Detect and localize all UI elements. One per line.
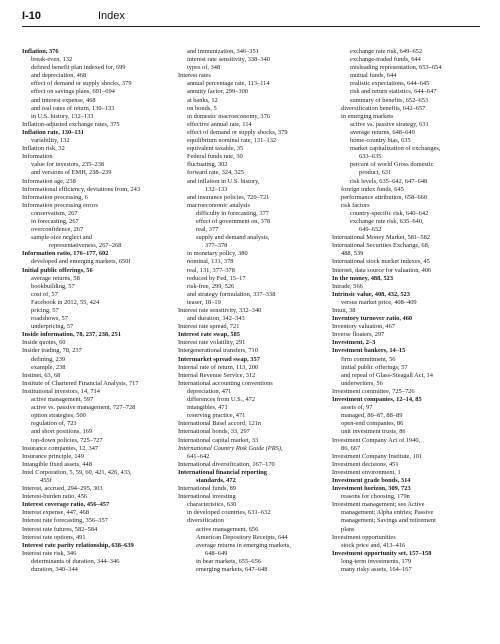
index-entry: Investment grade bonds, 314	[332, 476, 411, 484]
index-subentry: and insurance policies, 720–721	[187, 193, 270, 201]
index-entry: International investing	[178, 493, 236, 501]
index-subentry: foreign index funds, 645	[341, 185, 404, 193]
index-entry: Interest rate options, 491	[22, 533, 86, 541]
index-subentry: management; Alpha entries; Passive	[341, 509, 434, 517]
index-subentry: bookbuilding, 57	[31, 282, 75, 290]
index-entry: Inverse floaters, 297	[332, 331, 385, 339]
index-entry: Investment bankers, 14–15	[332, 347, 406, 355]
index-subentry: variability, 132	[31, 137, 70, 145]
index-subentry: roadshows, 57	[31, 315, 68, 323]
index-entry: Interest rate sensitivity, 332–340	[178, 307, 262, 314]
index-subentry: and duration, 342–343	[187, 315, 245, 323]
index-subentry: top-down policies, 725–727	[31, 436, 103, 444]
index-subentry: equivalent taxable, 35	[187, 145, 244, 153]
index-subentry: active management, 597	[31, 396, 94, 404]
section-title: Index	[98, 10, 125, 22]
index-subentry: differences from U.S., 472	[187, 396, 256, 404]
index-entry: International diversification, 167–170	[178, 460, 275, 468]
index-entry: Inflation rate, 130–131	[22, 128, 84, 136]
index-entry: Information processing, 6	[22, 193, 88, 201]
index-entry: Investment horizon, 309, 723	[332, 485, 411, 493]
index-entry: Investment opportunities	[332, 533, 396, 541]
index-subentry: risk-free, 299, 526	[187, 282, 235, 290]
index-entry: International Securities Exchange, 68,	[332, 242, 430, 250]
index-column-1	[22, 48, 172, 574]
index-subentry: underpricing, 57	[31, 323, 74, 331]
index-column-2	[178, 48, 338, 574]
index-subentry: performance attribution, 658–660	[341, 193, 428, 201]
index-entry: Inside quotes, 60	[22, 339, 66, 347]
index-subentry: standards, 472	[196, 476, 236, 484]
index-subentry: equilibrium nominal rate, 131–132	[187, 137, 277, 145]
index-subentry: active vs. passive strategy, 631	[350, 120, 429, 128]
index-subentry: in U.S. history, 132–133	[31, 112, 94, 120]
index-subentry: unit investment trusts, 86	[341, 428, 406, 436]
index-subentry: product, 631	[359, 169, 392, 177]
index-subentry: and repeal of Glass-Steagall Act, 14	[341, 371, 433, 379]
index-entry: International bonds, 33, 297	[178, 428, 250, 436]
index-entry: Insurance principle, 149	[22, 452, 84, 460]
index-subentry: average returns, 58	[31, 274, 80, 282]
index-entry: International funds, 89	[178, 485, 237, 493]
index-subentry: 377–378	[205, 242, 228, 250]
index-subentry: 649–652	[359, 226, 382, 234]
index-subentry: real, 131, 377–378	[187, 266, 235, 274]
index-subentry: risk levels, 635–642, 647–648	[350, 177, 428, 185]
index-subentry: managed, 86–87, 88–89	[341, 412, 403, 420]
index-entry: Intergenerational transfers, 710	[178, 347, 258, 355]
index-subentry: on bonds, 5	[187, 104, 217, 112]
index-subentry: risk factors	[341, 201, 370, 209]
index-subentry: average returns, 648–649	[350, 128, 415, 136]
index-subentry: initial public offerings, 57	[341, 363, 408, 371]
index-entry: Interest rate volatility, 291	[178, 339, 246, 347]
index-entry: Interest rate futures, 582–584	[22, 525, 98, 533]
index-entry: Intuit, 38	[332, 307, 356, 314]
index-entry: Inventory valuation, 467	[332, 323, 396, 331]
index-subentry: emerging markets, 647–648	[196, 566, 268, 573]
index-subentry: and depreciation, 468	[31, 72, 87, 80]
index-subentry: plans	[341, 525, 355, 533]
index-subentry: 633–635	[359, 153, 382, 161]
index-subentry: intangibles, 471	[187, 404, 228, 412]
index-subentry: Federal funds rate, 30	[187, 153, 243, 161]
index-entry: Intrinsic value, 408, 432, 523	[332, 290, 410, 298]
index-entry: In the money, 488, 523	[332, 274, 394, 282]
index-subentry: exchange rate risk, 649–652	[350, 48, 423, 55]
index-subentry: reserving practice, 471	[187, 412, 246, 420]
index-entry: International accounting conventions	[178, 379, 273, 387]
index-subentry: characteristics, 630	[187, 501, 237, 509]
index-entry: Interest rates	[178, 72, 211, 80]
index-subentry: real, 377	[196, 226, 219, 234]
index-subentry: value for investors, 235–238	[31, 161, 105, 169]
index-subentry: and strategy formulation, 337–338	[187, 290, 276, 298]
index-entry: Informational efficiency, deviations from, 243	[22, 185, 141, 193]
index-entry: Interest rate risk, 346	[22, 549, 77, 557]
header-rule	[22, 26, 480, 27]
index-entry: Internal rate of return, 113, 200	[178, 363, 259, 371]
index-subentry: diversification benefits, 642–657	[341, 104, 426, 112]
index-subentry: mutual funds, 644	[350, 72, 397, 80]
index-entry: Intermarket spread swap, 357	[178, 355, 260, 363]
index-entry: Instinet, 63, 68	[22, 371, 61, 379]
index-entry: Internal Revenue Service, 312	[178, 371, 256, 379]
index-subentry: in developed countries, 631–632	[187, 509, 271, 517]
index-subentry: firm commitment, 56	[341, 355, 396, 363]
index-subentry: duration, 340–344	[31, 566, 78, 573]
index-subentry: types of, 348	[187, 64, 221, 72]
index-entry: Inside information, 78, 237, 238, 251	[22, 331, 121, 339]
index-subentry: cost of, 57	[31, 290, 58, 298]
index-subentry: macroeconomic analysis	[187, 201, 250, 209]
index-subentry: in monetary policy, 380	[187, 250, 248, 258]
index-subentry: stock price and, 413–416	[341, 541, 406, 549]
index-subentry: summary of benefits, 652–653	[350, 96, 429, 104]
index-subentry: market capitalization of exchanges,	[350, 145, 441, 153]
index-entry: Investment committee, 725–726	[332, 387, 415, 395]
index-entry: Investment management; see Active	[332, 501, 425, 509]
index-subentry: effective annual rate, 114	[187, 120, 252, 128]
index-entry: Intrade, 566	[332, 282, 363, 290]
index-entry: Investment opportunity set, 157–158	[332, 549, 432, 557]
index-entry: Interest, accrued, 294–295, 303	[22, 485, 103, 493]
index-entry: International stock market indexes, 45	[332, 258, 430, 266]
index-entry: Interest rate swap, 585	[178, 331, 241, 339]
index-subentry: and real rates of return, 130–133	[31, 104, 115, 112]
index-subentry: and interest expense, 468	[31, 96, 96, 104]
index-subentry: break-even, 132	[31, 56, 73, 64]
index-subentry: example, 238	[31, 363, 66, 371]
index-subentry: option strategies, 500	[31, 412, 86, 420]
index-subentry: regulation of, 723	[31, 420, 77, 428]
index-subentry: depreciation, 471	[187, 387, 232, 395]
index-entry: Intel Corporation, 5, 59, 60, 421, 426, 433,	[22, 468, 132, 476]
index-entry: Insurance companies, 12, 347	[22, 444, 99, 452]
index-subentry: forward rate, 324, 325	[187, 169, 244, 177]
index-entry: Inflation, 376	[22, 48, 59, 55]
index-subentry: effect of government on, 378	[196, 217, 271, 225]
index-entry: Interest rate spread, 721	[178, 323, 240, 331]
index-subentry: 488, 539	[341, 250, 364, 258]
index-subentry: 641–642	[187, 452, 210, 460]
index-subentry: in forecasting, 267	[31, 217, 79, 225]
index-subentry: versus market price, 408–409	[341, 298, 417, 306]
index-subentry: reasons for choosing, 179n	[341, 493, 410, 501]
index-subentry: and versions of EMH, 238–239	[31, 169, 112, 177]
index-entry: Interest-burden ratio, 456	[22, 493, 88, 501]
index-subentry: assets of, 97	[341, 404, 373, 412]
index-entry: Institute of Chartered Financial Analysts, 717	[22, 379, 139, 387]
index-subentry: underwriters, 56	[341, 379, 383, 387]
index-entry: Inflation-adjusted exchange rates, 375	[22, 120, 120, 128]
index-subentry: and short positions, 169	[31, 428, 93, 436]
index-subentry: active management, 656	[196, 525, 259, 533]
index-entry: International Money Market, 581–582	[332, 234, 430, 242]
index-subentry: long-term investments, 179	[341, 557, 412, 565]
index-subentry: average returns in emerging markets,	[196, 541, 291, 549]
index-subentry: teaser, 18–19	[187, 298, 221, 306]
index-entry: Inventory turnover ratio, 460	[332, 315, 413, 323]
index-entry: International capital market, 33	[178, 436, 259, 444]
index-subentry: conservatism, 267	[31, 209, 78, 217]
index-subentry: annual percentage rate, 113–114	[187, 80, 270, 88]
index-entry: International Country Risk Guide (PRS),	[178, 444, 283, 452]
index-subentry: reduced by Fed, 15–17	[187, 274, 246, 282]
index-subentry: defined benefit plan indexed for, 699	[31, 64, 126, 72]
index-subentry: defining, 239	[31, 355, 66, 363]
page-number: I-10	[22, 10, 41, 22]
index-entry: Inflation risk, 32	[22, 145, 65, 153]
index-subentry: percent of world Gross domestic	[350, 161, 434, 169]
index-subentry: interest rate sensitivity, 338–340	[187, 56, 271, 64]
index-subentry: active vs. passive management, 727–728	[31, 404, 136, 412]
index-entry: Interest coverage ratio, 456–457	[22, 501, 110, 509]
index-subentry: representativeness, 267–268	[49, 242, 122, 250]
index-subentry: nominal, 131, 378	[187, 258, 234, 266]
index-subentry: risk and return statistics, 644–647	[350, 88, 437, 96]
index-entry: Information age, 238	[22, 177, 76, 185]
index-subentry: American Depository Receipts, 644	[196, 533, 288, 541]
index-subentry: in domestic macroeconomy, 376	[187, 112, 270, 120]
index-subentry: many risky assets, 164–167	[341, 566, 412, 573]
index-subentry: supply and demand analysis,	[196, 234, 270, 242]
index-subentry: management; Savings and retirement	[341, 517, 436, 525]
index-entry: Institutional investors, 14, 714	[22, 387, 100, 395]
index-subentry: in bear markets, 655–656	[196, 557, 261, 565]
index-subentry: overconfidence, 267	[31, 226, 84, 234]
index-entry: Information ratio, 176–177, 602	[22, 250, 109, 258]
index-subentry: exchange-traded funds, 644	[350, 56, 421, 64]
index-subentry: open-end companies, 86	[341, 420, 404, 428]
index-column-3	[332, 48, 492, 574]
index-entry: Investment Company Institute, 101	[332, 452, 423, 460]
index-entry: Interest expense, 447, 468	[22, 509, 89, 517]
index-subentry: and inflation in U.S. history,	[187, 177, 260, 185]
index-subentry: and immunization, 346–351	[187, 48, 259, 55]
index-entry: Investment decisions, 451	[332, 460, 399, 468]
index-subentry: diversification	[187, 517, 224, 525]
index-entry: Information processing errors	[22, 201, 98, 209]
index-subentry: determinants of duration, 344–346	[31, 557, 120, 565]
index-subentry: pricing, 57	[31, 307, 59, 314]
index-subentry: home-country bias, 635	[350, 137, 411, 145]
index-subentry: realistic expectations, 644–645	[350, 80, 430, 88]
index-subentry: 455f	[40, 476, 52, 484]
index-subentry: country-specific risk, 640–642	[350, 209, 429, 217]
index-subentry: in emerging markets	[341, 112, 394, 120]
index-subentry: difficulty in forecasting, 377	[196, 209, 270, 217]
index-subentry: effect of demand or supply shocks, 379	[31, 80, 132, 88]
index-entry: Interest rate parity relationship, 638–639	[22, 541, 134, 549]
index-subentry: annuity factor, 299–300	[187, 88, 248, 96]
index-entry: Investment, 2–3	[332, 339, 376, 347]
index-entry: Insider trading, 78, 237	[22, 347, 82, 355]
index-subentry: developed and emerging markets, 650f	[31, 258, 131, 266]
index-subentry: sample-size neglect and	[31, 234, 93, 242]
index-subentry: misleading representation, 653–654	[350, 64, 442, 72]
index-subentry: effect on savings plans, 691–694	[31, 88, 115, 96]
index-subentry: 132–133	[205, 185, 228, 193]
index-entry: Interest rate forecasting, 356–357	[22, 517, 108, 525]
index-subentry: exchange rate risk, 635–640,	[350, 217, 424, 225]
index-entry: International financial reporting	[178, 468, 267, 476]
index-entry: Investment companies, 12–14, 85	[332, 396, 422, 404]
index-subentry: 86, 667	[341, 444, 361, 452]
index-entry: Initial public offerings, 56	[22, 266, 93, 274]
index-entry: Information	[22, 153, 53, 161]
index-entry: Internet, data source for valuation, 406	[332, 266, 432, 274]
index-entry: Investment Company Act of 1940,	[332, 436, 421, 444]
page-header	[22, 8, 480, 28]
index-subentry: at banks, 12	[187, 96, 218, 104]
index-subentry: 648–649	[205, 549, 228, 557]
index-subentry: Facebook in 2012, 55, 424	[31, 298, 100, 306]
index-entry: Investment environment, 1	[332, 468, 401, 476]
index-subentry: effect of demand or supply shocks, 379	[187, 128, 288, 136]
index-entry: Intangible fixed assets, 448	[22, 460, 92, 468]
index-entry: International Basel accord, 121n	[178, 420, 262, 428]
index-subentry: fluctuating, 302	[187, 161, 228, 169]
